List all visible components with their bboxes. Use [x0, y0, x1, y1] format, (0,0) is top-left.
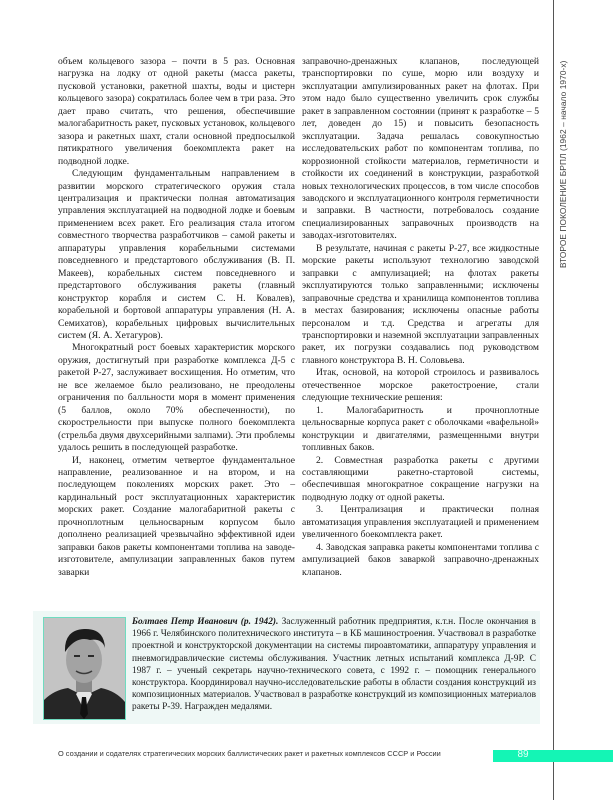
list-item: 4. Заводская заправка ракеты компонентами топлива с ампулизацией баков заваркой заправочно-дренажных клапанов.	[302, 541, 539, 578]
bio-name: Болтаев Петр Иванович (р. 1942).	[132, 617, 279, 627]
paragraph: заправочно-дренажных клапанов, последующей транспортировки по суше, морю или воздуху и эксплуатации ампулизированных ракет на флотах. При этом надо было существенно увеличить срок службы ракет в заправленном состоянии (принят к разработке – 5 лет, доведен до 15) и повысить безопасность эксплуатации. Задача решалась совокупностью исследовательских работ по компонентам топлива, по коррозионной стойкости материалов, герметичности и стойкости их соединений в конструкции, разработкой новых технологических процессов, в том числе способов заводского и эксплуатационного контроля герметичности и заправки. В частности, потребовалось создание специализированных заправочных производств на заводах-изготовителях.	[302, 56, 539, 242]
left-column	[58, 56, 295, 579]
paragraph: И, наконец, отметим четвертое фундаментальное направление, реализованное и на втором, и на последующем поколениях морских ракет. Это – кардинальный рост эксплуатационных характеристик морских ракет. Создание малогабаритной ракеты с прочноплотным цельносварным корпусом было дополнено реализацией чрезвычайно эффективной идеи заправки баков ракеты компонентами топлива на заводе-изготовителе, ампулизации заправленных баков путем заварки	[58, 454, 295, 578]
margin-rule	[553, 0, 554, 800]
paragraph: В результате, начиная с ракеты Р-27, все жидкостные морские ракеты используют технологию заводской заправки с ампулизацией; на флотах ракеты эксплуатируются только заправленными; исключены заправочные средства и хранилища компонентов топлива в местах базирования; исключены опасные работы персоналом и т.д. Средства и агрегаты для транспортировки и наземной эксплуатации заправленных ракет, их погрузки создавались под руководством главного конструктора В. Н. Соловьева.	[302, 242, 539, 366]
list-item: 2. Совместная разработка ракеты с другими составляющими ракетно-стартовой системы, обеспечившая многократное сокращение нагрузки на подводную лодку от одной ракеты.	[302, 454, 539, 503]
paragraph: Итак, основой, на которой строилось и развивалось отечественное морское ракетостроение, стали следующие технические решения:	[302, 367, 539, 404]
paragraph: Следующим фундаментальным направлением в развитии морского стратегического оружия стала централизация и практически полная автоматизация управления эксплуатацией на подводной лодке и боевым применением всех ракет. Его реализация стала итогом совместного творчества разработчиков – самой ракеты и аппаратуры управления корабельными системами повседневного и предстартового обслуживания (В. П. Макеев), корабельных систем повседневного и предстартового обслуживания ракеты (главный конструктор корабля и систем С. Н. Ковалев), корабельной и бортовой аппаратуры управления (Н. А. Семихатов), корабельных цифровых вычислительных систем (Я. А. Хетагуров).	[58, 168, 295, 341]
page-number: 89	[517, 749, 529, 760]
list-item: 3. Централизация и практически полная автоматизация управления эксплуатацией и применением увеличенного боекомплекта ракет.	[302, 504, 539, 541]
biography-text	[132, 616, 536, 714]
running-header	[558, 18, 578, 268]
footer-title: О создании и содателях стратегических морских баллистических ракет и ракетных комплексов СССР и России	[58, 749, 441, 758]
portrait-photo	[43, 617, 126, 720]
paragraph: объем кольцевого зазора – почти в 5 раз. Основная нагрузка на лодку от одной ракеты (масса ракеты, пусковой установки, ракетной шахты, воды и цистерн кольцевого зазора) сократилась более чем в три раза. Это дает право считать, что решения, обеспечившие малогабаритность ракет, пусковых установок, кольцевого зазора и ракетных шахт, стали основной предпосылкой пятикратного увеличения боекомплекта ракет на подводной лодке.	[58, 56, 295, 167]
bio-body: Заслуженный работник предприятия, к.т.н. После окончания в 1966 г. Челябинского политехнического института – в КБ машиностроения. Участвовал в разработке проектной и конструкторской документации на системы пироавтоматики, аппаратуру управления и пневмогидравлические системы обслуживания. Участник летных испытаний комплекса Д-9Р. С 1987 г. – ученый секретарь научно-технического совета, с 1992 г. – помощник генерального конструктора. Координировал научно-исследовательские работы в области создания конструкций из композиционных материалов. Участвовал в разработке конструкций из композиционных материалов ракеты Р-39. Награжден медалями.	[132, 617, 536, 713]
portrait-icon	[44, 618, 125, 719]
running-header-text: ВТОРОЕ ПОКОЛЕНИЕ БРПЛ (1962 – начало 1970-х)	[558, 60, 568, 268]
right-column	[302, 56, 539, 579]
paragraph: Многократный рост боевых характеристик морского оружия, достигнутый при разработке комплекса Д-5 с ракетой Р-27, заслуживает восхищения. Но отметим, что не все желаемое было реализовано, не преодолены ограничения по балльности моря в момент применения (5 баллов, около 70% обеспеченности), по скорострельности при выпуске полного боекомплекта (стрельба двумя двухсерийными залпами). Эти проблемы удалось решить в последующей разработке.	[58, 342, 295, 454]
list-item: 1. Малогабаритность и прочноплотные цельносварные корпуса ракет с оболочками «вафельной» конструкции и двигателями, размещенными внутри топливных баков.	[302, 404, 539, 454]
